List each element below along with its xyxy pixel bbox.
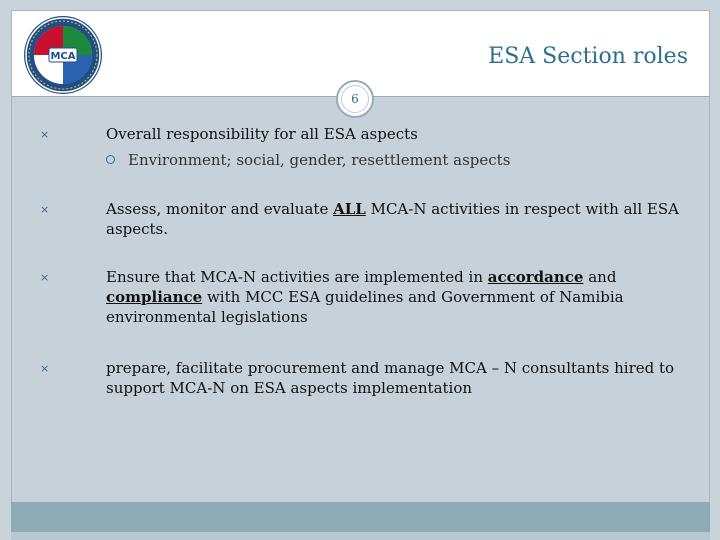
footer-strip — [11, 532, 710, 540]
bullet-x-icon: × — [40, 271, 50, 284]
bullet-text: prepare, facilitate procurement and manage MCA – N consultants hired to support MCA-N on ESA aspects implementation — [106, 359, 675, 397]
emphasis-all: ALL — [333, 200, 366, 218]
bullet-text-part: MCA-N activities in respect with all ESA aspects. — [106, 200, 679, 238]
page-number: 6 — [351, 92, 359, 106]
mca-logo-icon — [22, 14, 104, 96]
bullet-text — [106, 267, 696, 327]
bullet-text-part: Assess, monitor and evaluate — [106, 200, 334, 218]
emphasis-accordance: accordance — [487, 268, 584, 286]
bullet-text-part: Ensure that MCA-N activities are implemented in — [106, 268, 488, 286]
emphasis-compliance: compliance — [106, 288, 203, 306]
bullet-x-icon: × — [40, 128, 50, 141]
sub-bullet-circle-icon — [106, 155, 115, 164]
bullet-text: Overall responsibility for all ESA aspects — [106, 125, 418, 143]
logo-text: MCA — [50, 51, 76, 62]
slide-title: ESA Section roles — [488, 44, 688, 69]
bullet-x-icon: × — [40, 362, 50, 375]
footer-bar — [11, 502, 710, 532]
bullet-x-icon: × — [40, 203, 50, 216]
page-number-badge — [336, 80, 374, 118]
bullet-text — [106, 199, 696, 239]
sub-bullet-text: Environment; social, gender, resettlement aspects — [128, 151, 511, 169]
bullet-text-part: and — [583, 268, 617, 286]
bullet-text-part: with MCC ESA guidelines and Government of Namibia environmental legislations — [106, 288, 624, 326]
